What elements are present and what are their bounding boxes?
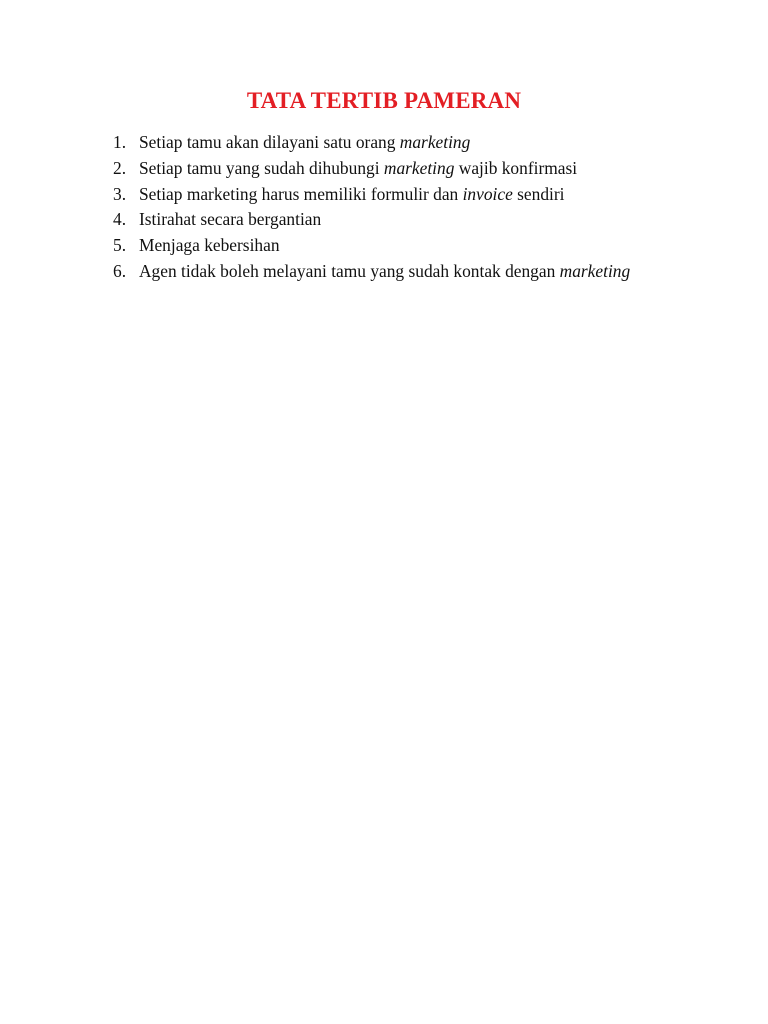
rule-text-italic-segment: marketing — [383, 157, 455, 178]
rule-text-italic-segment: marketing — [399, 132, 471, 152]
rule-text-segment: Istirahat secara bergantian — [139, 209, 322, 230]
rule-text — [139, 182, 675, 208]
rule-text-segment: wajib konfirmasi — [454, 157, 578, 178]
rule-number: 5. — [113, 235, 127, 256]
rule-number: 1. — [113, 132, 127, 152]
rule-item — [113, 182, 675, 208]
rule-item — [113, 130, 675, 156]
rule-text-italic-segment: invoice — [462, 183, 513, 204]
rule-item — [113, 233, 675, 259]
rule-text — [139, 233, 675, 259]
rule-number: 6. — [113, 260, 127, 281]
rule-text — [139, 259, 675, 285]
rule-item — [113, 259, 675, 285]
rule-text-segment: Agen tidak boleh melayani tamu yang sudah kontak dengan — [139, 260, 560, 281]
rule-text — [139, 156, 675, 182]
rule-item — [113, 156, 675, 182]
rule-text-segment: sendiri — [512, 183, 565, 204]
rule-text-segment: Setiap tamu yang sudah dihubungi — [139, 157, 384, 178]
rule-text-segment: Setiap marketing harus memiliki formulir dan — [139, 183, 463, 204]
rule-number: 4. — [113, 209, 127, 230]
rule-text-segment: Setiap tamu akan dilayani satu orang — [139, 132, 400, 152]
rule-item — [113, 207, 675, 233]
rule-text — [139, 130, 675, 156]
rule-text — [139, 207, 675, 233]
rules-list — [113, 130, 675, 285]
rule-number: 3. — [113, 183, 127, 204]
rule-text-italic-segment: marketing — [559, 260, 631, 281]
rule-text-segment: Menjaga kebersihan — [139, 235, 280, 256]
document-title: TATA TERTIB PAMERAN — [246, 88, 522, 113]
rule-number: 2. — [113, 157, 127, 178]
